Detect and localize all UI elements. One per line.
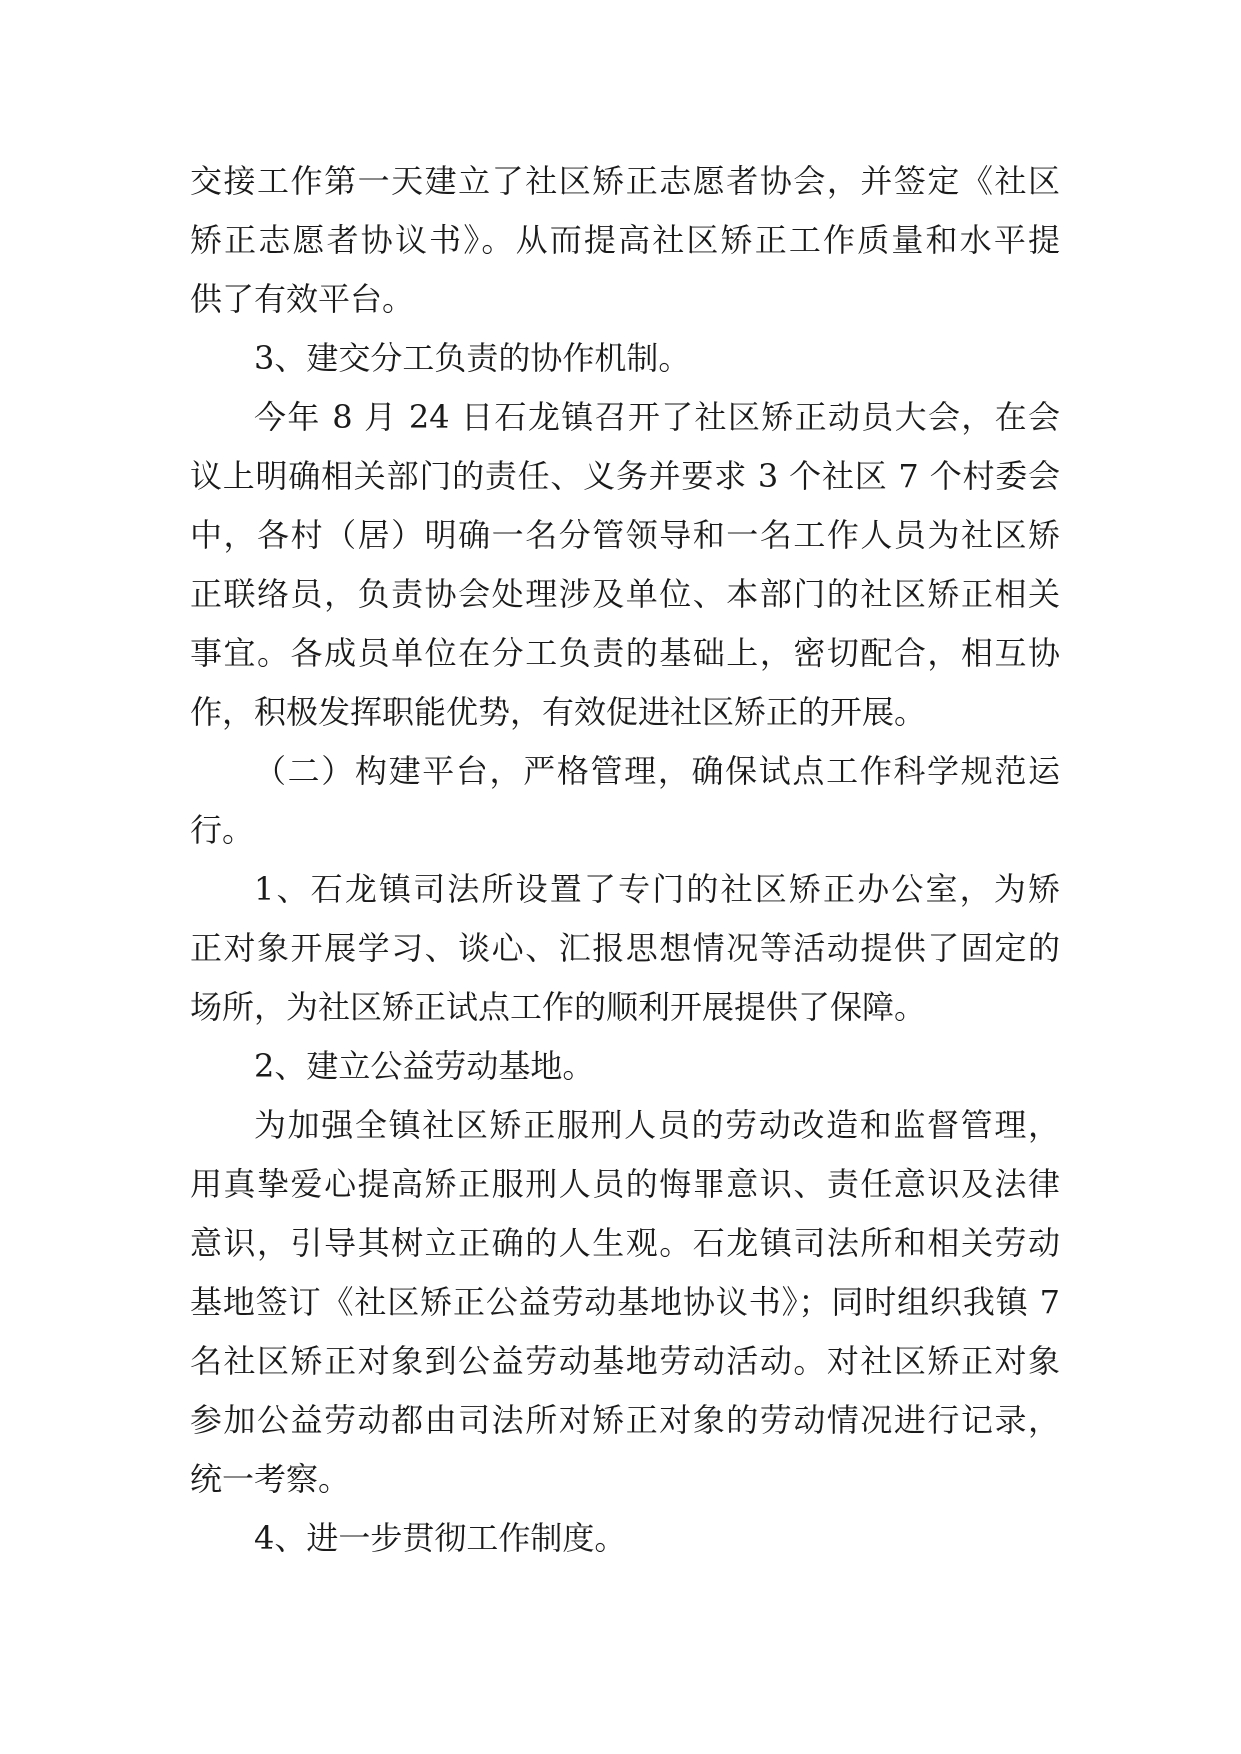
paragraph-line: 为加强全镇社区矫正服刑人员的劳动改造和监督管理，: [254, 1106, 1060, 1144]
paragraph-line: 今年 8 月 24 日石龙镇召开了社区矫正动员大会，在会: [254, 398, 1060, 436]
section-heading: （二）构建平台，严格管理，确保试点工作科学规范运: [254, 752, 1060, 790]
paragraph-line: 正对象开展学习、谈心、汇报思想情况等活动提供了固定的: [190, 929, 1060, 967]
section-heading: 行。: [190, 811, 255, 849]
paragraph-line: 矫正志愿者协议书》。从而提高社区矫正工作质量和水平提: [190, 221, 1060, 259]
section-heading: 4、进一步贯彻工作制度。: [254, 1519, 627, 1557]
paragraph-line: 意识，引导其树立正确的人生观。石龙镇司法所和相关劳动: [190, 1224, 1060, 1262]
section-heading: 3、建交分工负责的协作机制。: [254, 339, 691, 377]
paragraph-line: 1、石龙镇司法所设置了专门的社区矫正办公室，为矫: [254, 870, 1060, 908]
section-heading: 2、建立公益劳动基地。: [254, 1047, 595, 1085]
paragraph-line: 参加公益劳动都由司法所对矫正对象的劳动情况进行记录，: [190, 1401, 1060, 1439]
paragraph-line: 统一考察。: [190, 1460, 351, 1498]
paragraph-line: 中，各村（居）明确一名分管领导和一名工作人员为社区矫: [190, 516, 1060, 554]
paragraph-line: 基地签订《社区矫正公益劳动基地协议书》；同时组织我镇 7: [190, 1283, 1060, 1321]
paragraph-line: 议上明确相关部门的责任、义务并要求 3 个社区 7 个村委会: [190, 457, 1060, 495]
paragraph-line: 场所，为社区矫正试点工作的顺利开展提供了保障。: [190, 988, 927, 1026]
paragraph-line: 交接工作第一天建立了社区矫正志愿者协会，并签定《社区: [190, 162, 1060, 200]
document-body: [190, 152, 1060, 1568]
paragraph-line: 事宜。各成员单位在分工负责的基础上，密切配合，相互协: [190, 634, 1060, 672]
paragraph-line: 用真挚爱心提高矫正服刑人员的悔罪意识、责任意识及法律: [190, 1165, 1060, 1203]
paragraph-line: 作，积极发挥职能优势，有效促进社区矫正的开展。: [190, 693, 927, 731]
paragraph-line: 供了有效平台。: [190, 280, 415, 318]
paragraph-line: 正联络员，负责协会处理涉及单位、本部门的社区矫正相关: [190, 575, 1060, 613]
paragraph-line: 名社区矫正对象到公益劳动基地劳动活动。对社区矫正对象: [190, 1342, 1060, 1380]
